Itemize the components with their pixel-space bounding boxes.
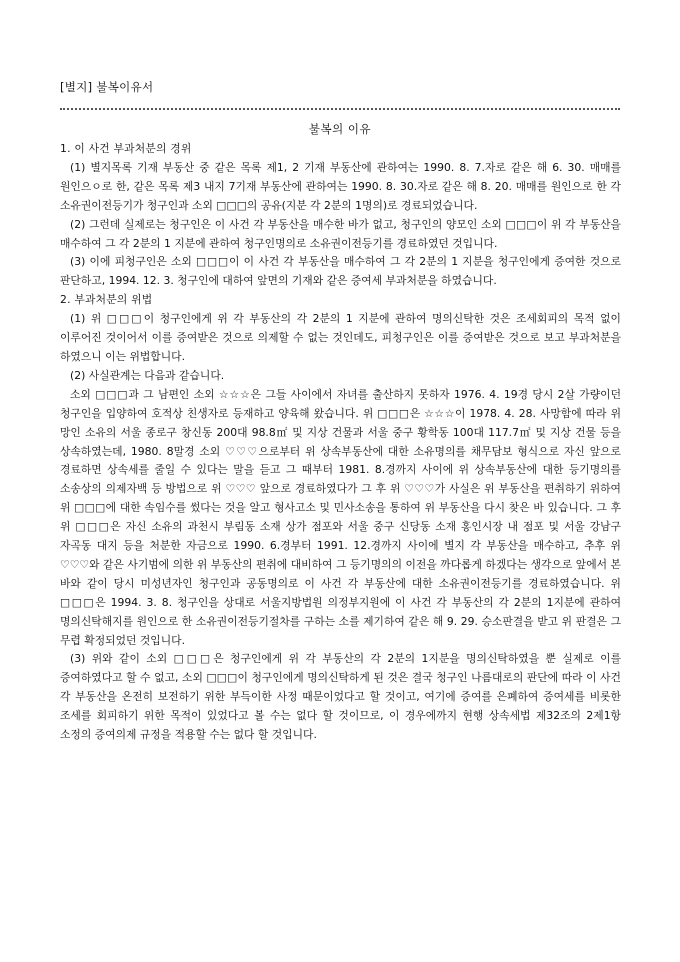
paragraph: (3) 위와 같이 소외 □□□은 청구인에게 위 각 부동산의 각 2분의 1지분을 명의신탁하였을 뿐 실제로 이를 증여하였다고 할 수 없고, 소외 □□□이 청구인에게 명의신탁하게 된 것은 결국 청구인 나름대로의 판단에 따라 이 사건 각 부동산을 온전히 보전하기 위한 부득이한 사정 때문이었다고 할 것이고, 여기에 증여를 은폐하여 증여세를 비롯한 조세를 회피하기 위한 목적이 있었다고 볼 수는 없다 할 것이므로, 이 경우에까지 현행 상속세법 제32조의 2제1항 소정의 증여의제 규정을 적용할 수는 없다 할 것입니다. [60,652,621,742]
section-heading: 2. 부과처분의 위법 [60,293,153,307]
document-title: 불복의 이유 [308,122,372,136]
paragraph: (1) 별지목록 기재 부동산 중 같은 목록 제1, 2 기재 부동산에 관하여는 1990. 8. 7.자로 같은 해 6. 30. 매매를 원인으ㅇ로 한, 같은 목록 제3 내지 7기재 부동산에 관하여는 1990. 8. 30.자로 같은 해 8. 20. 매매를 원인으로 한 각 소유권이전등기가 청구인과 소외 □□□의 공유(지분 각 2분의 1명의)로 경료되었습니다. [60,160,621,212]
paragraph: (1) 위 □□□이 청구인에게 위 각 부동산의 각 2분의 1 지분에 관하여 명의신탁한 것은 조세회피의 목적 없이 이루어진 것이어서 이를 증여받은 것으로 의제할 수 없는 것인데도, 피청구인은 이를 증여받은 것으로 보고 부과처분을 하였으니 이는 위법합니다. [60,312,621,363]
paragraph: (2) 그런데 실제로는 청구인은 이 사건 각 부동산을 매수한 바가 없고, 청구인의 양모인 소외 □□□이 위 각 부동산을 매수하여 그 각 2분의 1 지분에 관하여 청구인명의로 소유권이전등기를 경료하였던 것입니다. [60,217,621,250]
annex-title: [별지] 불복이유서 [60,80,154,94]
dotted-separator [60,108,620,110]
paragraph: 소외 □□□과 그 남편인 소외 ☆☆☆은 그들 사이에서 자녀를 출산하지 못하자 1976. 4. 19경 당시 2살 가량이던 청구인을 입양하여 호적상 친생자로 등재하고 양육해 왔습니다. 위 □□□은 ☆☆☆이 1978. 4. 28. 사망함에 따라 위 망인 소유의 서울 종로구 창신동 200대 98.8㎡ 및 지상 건물과 서울 중구 황학동 100대 117.7㎡ 및 지상 건물 등을 상속하였는데, 1980. 8말경 소외 ♡♡♡으로부터 위 상속부동산에 대한 소유명의를 채무담보 형식으로 자신 앞으로 경료하면 상속세를 줄일 수 있다는 말을 듣고 그 때부터 1981. 8.경까지 사이에 위 상속부동산에 대한 등기명의를 소송상의 의제자백 등 방법으로 위 ♡♡♡ 앞으로 경료하였다가 그 후 위 ♡♡♡가 사실은 위 부동산을 편취하기 위하여 위 □□□에 대한 속임수를 썼다는 것을 알고 형사고소 및 민사소송을 통하여 위 부동산을 다시 찾은 바 있습니다. 그 후 위 □□□은 자신 소유의 과천시 부림동 소재 상가 점포와 서울 중구 신당동 소재 홍인시장 내 점포 및 서울 강남구 자곡동 대지 등을 처분한 자금으로 1990. 6.경부터 1991. 12.경까지 사이에 별지 각 부동산을 매수하고, 추후 위 ♡♡♡와 같은 사기범에 의한 위 부동산의 편취에 대비하여 그 등기명의의 이전을 까다롭게 하겠다는 생각으로 앞에서 본 바와 같이 당시 미성년자인 청구인과 공동명의로 이 사건 각 부동산에 대한 소유권이전등기를 경료하였습니다. 위 □□□은 1994. 3. 8. 청구인을 상대로 서울지방법원 의정부지원에 이 사건 각 부동산의 각 2분의 1지분에 관하여 명의신탁해지를 원인으로 한 소유권이전등기절차를 구하는 소를 제기하여 같은 해 9. 29. 승소판결을 받고 위 판결은 그 무렵 확정되었던 것입니다. [60,387,621,647]
paragraph: (3) 이에 피청구인은 소외 □□□이 이 사건 각 부동산을 매수하여 그 각 2분의 1 지분을 청구인에게 증여한 것으로 판단하고, 1994. 12. 3. 청구인에 대하여 앞면의 기재와 같은 증여세 부과처분을 하였습니다. [60,255,621,288]
section-heading: 1. 이 사건 부과처분의 경위 [60,142,192,155]
document-body [60,140,621,745]
paragraph: (2) 사실관계는 다음과 같습니다. [70,368,225,382]
